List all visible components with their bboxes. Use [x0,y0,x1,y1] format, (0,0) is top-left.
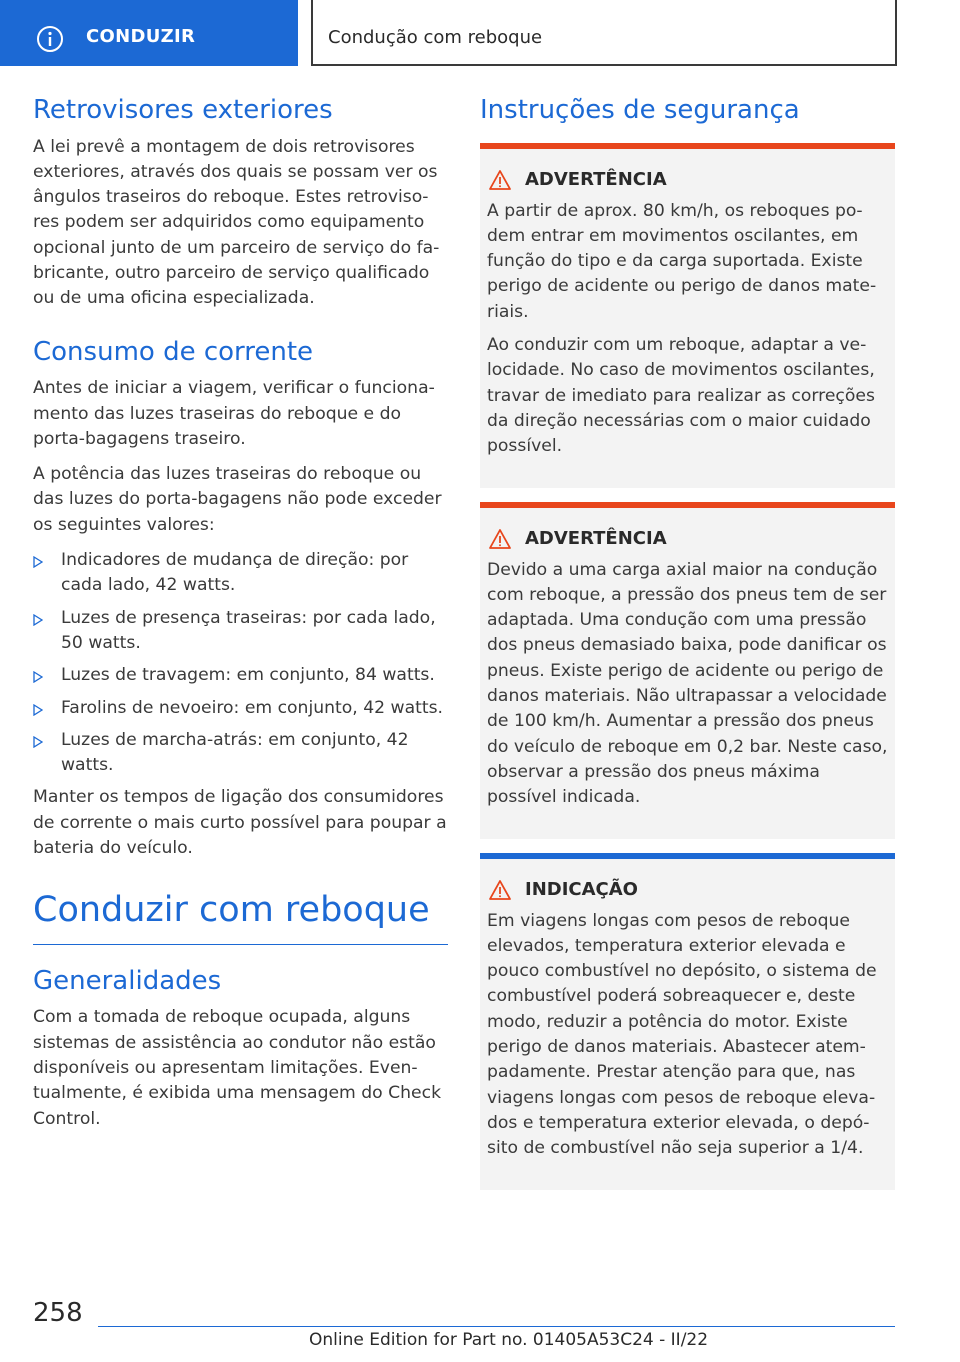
list-item-text: Luzes de travagem: em conjunto, 84 watts. [61,665,435,686]
triangle-bullet-icon [33,671,43,683]
section-tab[interactable] [0,0,298,66]
paragraph-mirrors: A lei prevê a montagem de dois retrovisores exteriores, através dos quais se possam ver os ângulos traseiros do reboque. Estes retrovisores podem ser adquiridos como equipamento opcional junto de um parceiro de serviço do fabricante, outro parceiro de serviço qualificado ou de uma oficina especializada. [33,136,440,309]
list-item [33,548,448,599]
warning-label: ADVERTÊNCIA [525,169,667,191]
paragraph-current-3: Manter os tempos de ligação dos consumidores de corrente o mais curto possível para poupar a bateria do veículo. [33,787,447,859]
warning-box-2 [480,502,895,839]
heading-current: Consumo de corrente [33,336,314,367]
paragraph-current-2: A potência das luzes traseiras do reboque ou das luzes do porta-bagagens não pode exceder os seguintes valores: [33,464,442,535]
list-item-text: Indicadores de mudança de direção: por cada lado, 42 watts. [61,550,409,596]
list-item-text: Luzes de presença traseiras: por cada lado, 50 watts. [61,607,436,653]
paragraph-general: Com a tomada de reboque ocupada, alguns sistemas de assistência ao condutor não estão disponíveis ou apresentam limitações. Eventualmente, é exibida uma mensagem do Check Control. [33,1007,442,1129]
triangle-bullet-icon [33,614,43,626]
chapter-heading: Conduzir com reboque [33,890,430,931]
list-item [33,606,448,657]
note-text: Em viagens longas com pesos de reboque elevados, temperatura exterior elevada e pouco combustível no depósito, o sistema de combustível poderá sobreaquecer e, deste modo, reduzir a potência do motor. Existe perigo de danos materiais. Abastecer atempadamente. Prestar atenção para que, nas viagens longas com pesos de reboque elevados e temperatura exterior elevada, o depósito de combustível não seja superior a 1/4. [487,910,877,1159]
triangle-bullet-icon [33,704,43,716]
warning-triangle-icon [489,879,511,901]
chapter-title: Condução com reboque [328,27,543,48]
wattage-list [33,548,448,778]
warning-bar [480,502,895,508]
section-label: CONDUZIR [86,26,196,47]
warning-box-1 [480,143,895,488]
warning-text-1: Devido a uma carga axial maior na condução com reboque, a pressão dos pneus tem de ser adaptada. Uma condução com uma pressão dos pneus demasiado baixa, pode danificar os pneus. Existe perigo de acidente ou perigo de danos materiais. Não ultrapassar a velocidade de 100 km/h. Aumentar a pressão dos pneus do veículo de reboque em 0,2 bar. Neste caso, observar a pressão dos pneus máxima possível indicada. [487,559,888,808]
warning-text-1: A partir de aprox. 80 km/h, os reboques podem entrar em movimentos oscilantes, em função do tipo e da carga suportada. Existe perigo de acidente ou perigo de danos materiais. [487,200,877,322]
list-item [33,663,448,688]
warning-triangle-icon [489,169,511,191]
note-bar [480,853,895,859]
chapter-header [311,0,897,66]
note-label: INDICAÇÃO [525,879,638,901]
heading-general: Generalidades [33,965,222,996]
list-item [33,696,448,721]
triangle-bullet-icon [33,556,43,568]
warning-triangle-icon [489,528,511,550]
triangle-bullet-icon [33,736,43,748]
warning-text-2: Ao conduzir com um reboque, adaptar a velocidade. No caso de movimentos oscilantes, travar de imediato para realizar as correções da direção necessárias com o maior cuidado possível. [487,335,875,457]
heading-mirrors: Retrovisores exteriores [33,95,333,125]
chapter-divider [33,944,448,945]
note-box [480,853,895,1190]
left-column [33,96,448,1142]
footer-divider [98,1326,895,1327]
info-icon [36,25,64,53]
paragraph-current-1: Antes de iniciar a viagem, verificar o funcionamento das luzes traseiras do reboque e do porta-bagagens traseiro. [33,378,435,449]
heading-safety: Instruções de segurança [480,95,800,125]
right-column [480,96,895,1204]
note-header [489,879,888,901]
warning-label: ADVERTÊNCIA [525,528,667,550]
edition-text: Online Edition for Part no. 01405A53C24 - II/22 [309,1330,709,1350]
page-number: 258 [33,1298,83,1328]
warning-header [489,528,888,550]
list-item-text: Luzes de marcha-atrás: em conjunto, 42 watts. [61,729,409,776]
list-item [33,728,448,779]
warning-header [489,169,888,191]
list-item-text: Farolins de nevoeiro: em conjunto, 42 watts. [61,697,444,718]
warning-bar [480,143,895,149]
